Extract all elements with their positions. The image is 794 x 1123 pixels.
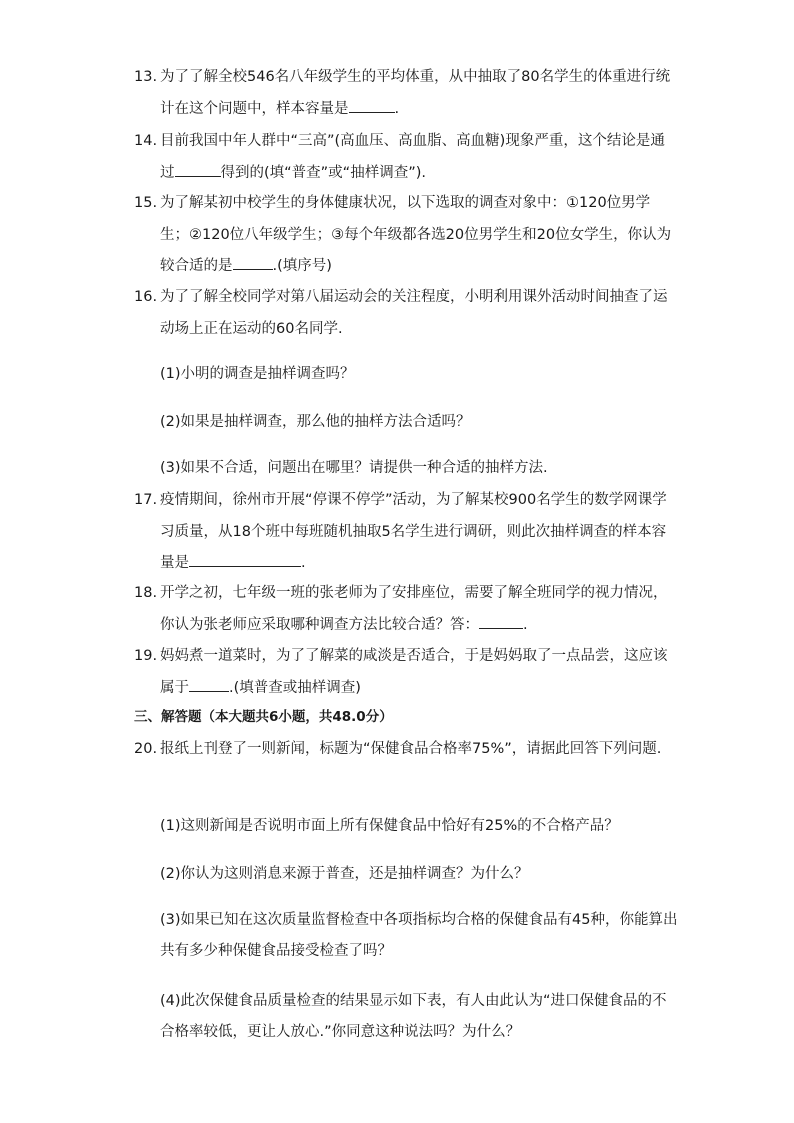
question-text: 报纸上刊登了一则新闻，标题为“保健食品合格率75%”，请据此回答下列问题. bbox=[160, 741, 662, 757]
question-number: 17. bbox=[134, 492, 158, 508]
question-number: 13. bbox=[134, 69, 158, 85]
question-number: 14. bbox=[134, 133, 158, 149]
q16-sub-2: (2)如果是抽样调查，那么他的抽样方法合适吗？ bbox=[160, 414, 471, 430]
question-text: 开学之初，七年级一班的张老师为了安排座位，需要了解全班同学的视力情况，你认为张老师应采取哪种调查方法比较合适？答： bbox=[160, 585, 668, 633]
q20-sub-2: (2)你认为这则消息来源于普查，还是抽样调查？为什么？ bbox=[160, 866, 529, 882]
question-number: 20. bbox=[134, 741, 158, 757]
question-text: 为了了解全校同学对第八届运动会的关注程度，小明利用课外活动时间抽查了运动场上正在运动的60名同学. bbox=[160, 289, 668, 337]
question-text-tail: . bbox=[523, 616, 528, 633]
q20-sub-4: (4)此次保健食品质量检查的结果显示如下表，有人由此认为“进口保健食品的不合格率较低，更让人放心.”你同意这种说法吗？为什么？ bbox=[160, 993, 667, 1040]
question-text: 疫情期间，徐州市开展“停课不停学”活动，为了解某校900名学生的数学网课学习质量，从18个班中每班随机抽取5名学生进行调研，则此次抽样调查的样本容量是 bbox=[160, 492, 667, 571]
question-16 bbox=[134, 282, 674, 345]
question-14 bbox=[134, 126, 674, 189]
answer-blank[interactable] bbox=[189, 673, 229, 692]
question-15 bbox=[134, 188, 674, 283]
question-number: 18. bbox=[134, 585, 158, 601]
question-20 bbox=[134, 734, 674, 766]
question-text: 为了了解全校546名八年级学生的平均体重，从中抽取了80名学生的体重进行统计在这个问题中，样本容量是 bbox=[160, 69, 671, 117]
answer-blank[interactable] bbox=[479, 610, 523, 629]
q20-sub-3: (3)如果已知在这次质量监督检查中各项指标均合格的保健食品有45种，你能算出共有多少种保健食品接受检查了吗？ bbox=[160, 912, 678, 959]
q20-sub-1: (1)这则新闻是否说明市面上所有保健食品中恰好有25%的不合格产品？ bbox=[160, 818, 619, 834]
question-text-tail: .(填序号) bbox=[272, 258, 332, 274]
question-text: 目前我国中年人群中“三高”(高血压、高血脂、高血糖)现象严重，这个结论是通过 bbox=[160, 133, 665, 181]
answer-blank[interactable] bbox=[233, 251, 273, 270]
question-text-tail: . bbox=[301, 555, 306, 571]
question-text-tail: 得到的(填“普查”或“抽样调查”). bbox=[220, 164, 426, 181]
question-number: 16. bbox=[134, 289, 158, 305]
q16-sub-1: (1)小明的调查是抽样调查吗？ bbox=[160, 366, 355, 382]
answer-blank[interactable] bbox=[349, 94, 395, 113]
answer-blank[interactable] bbox=[189, 548, 301, 567]
question-number: 15. bbox=[134, 195, 158, 211]
question-13 bbox=[134, 62, 674, 125]
question-text-tail: . bbox=[394, 100, 400, 117]
question-17 bbox=[134, 485, 674, 580]
question-text: 妈妈煮一道菜时，为了了解菜的咸淡是否适合，于是妈妈取了一点品尝，这应该属于 bbox=[160, 648, 668, 696]
question-text: 为了解某初中校学生的身体健康状况，以下选取的调查对象中：①120位男学生；②120位八年级学生；③每个年级都各选20位男学生和20位女学生，你认为较合适的是 bbox=[160, 195, 672, 274]
question-18 bbox=[134, 578, 674, 641]
question-text-tail: .(填普查或抽样调查) bbox=[229, 679, 361, 696]
q16-sub-3: (3)如果不合适，问题出在哪里？请提供一种合适的抽样方法. bbox=[160, 460, 548, 476]
question-19 bbox=[134, 641, 674, 704]
question-number: 19. bbox=[134, 648, 158, 664]
section-title: 三、解答题（本大题共6小题，共48.0分） bbox=[134, 709, 393, 725]
answer-blank[interactable] bbox=[175, 158, 221, 177]
